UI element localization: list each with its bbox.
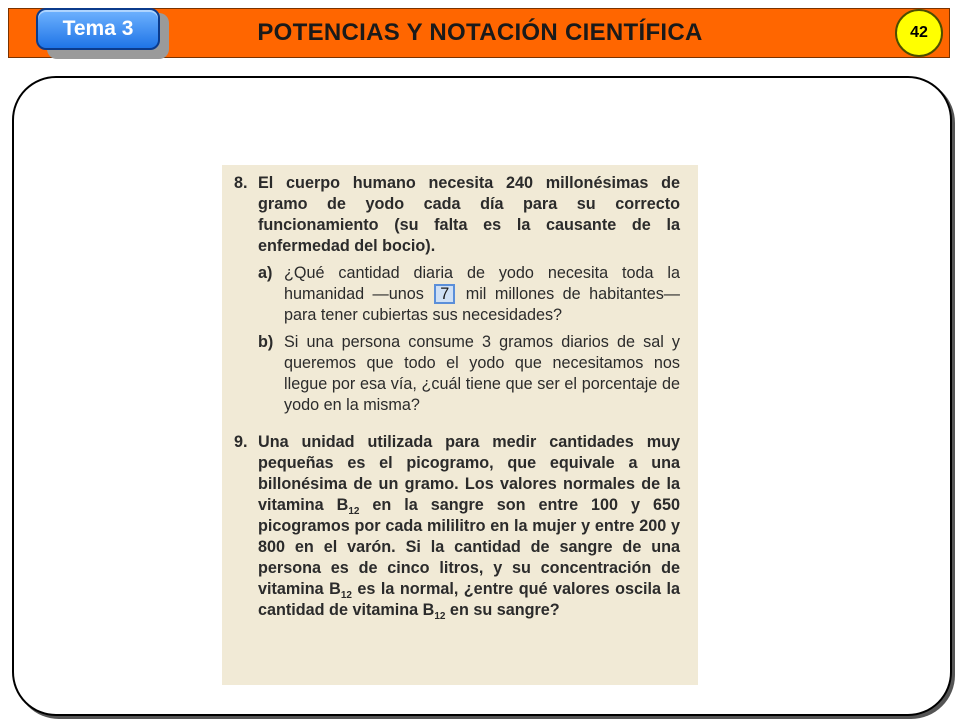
part-text [284,263,680,326]
part-letter: b) [258,333,274,351]
part-letter: a) [258,264,273,282]
exercise-number: 9. [234,433,248,451]
exercise-8 [234,173,680,257]
part-text-after: mil millones de habitantes— para tener cubiertas sus necesidades? [284,285,680,324]
exercise-statement: El cuerpo humano necesita 240 millonésimas de gramo de yodo cada día para su correcto funcionamiento (su falta es la causante de la enfermedad del bocio). [258,174,680,255]
subscript: 12 [434,611,446,623]
exercise-8-part-a [258,263,680,326]
highlighted-number: 7 [434,284,455,304]
statement-segment: en la sangre son entre 100 y 650 picogramos por cada mililitro en la mujer y entre 200 y 800 en el varón. Si la cantidad de sangre de una persona es de cinco litros, y su concentración de vitamina B [258,496,680,598]
statement-segment: Una unidad utilizada para medir cantidades muy pequeñas es el picogramo, que equivale a una billonésima de un gramo. Los valores normales de la vitamina B [258,433,680,514]
part-text-before: ¿Qué cantidad diaria de yodo necesita toda la humanidad —unos [284,264,680,303]
exercise-statement [258,432,680,621]
statement-segment: es la normal, ¿entre qué valores oscila la cantidad de vitamina B [258,580,680,619]
page-title: POTENCIAS Y NOTACIÓN CIENTÍFICA [257,19,703,46]
tema-tab[interactable]: Tema 3 [36,8,160,50]
exercise-9 [234,432,680,621]
page-number-badge: 42 [895,9,943,57]
subscript: 12 [348,506,360,518]
exercise-8-part-b [258,332,680,416]
exercise-number: 8. [234,174,248,192]
statement-segment: en su sangre? [445,601,560,619]
part-text: Si una persona consume 3 gramos diarios de sal y queremos que todo el yodo que necesitamos nos llegue por esa vía, ¿cuál tiene que ser el porcentaje de yodo en la misma? [284,333,680,414]
subscript: 12 [340,590,352,602]
exercise-box [222,165,698,685]
